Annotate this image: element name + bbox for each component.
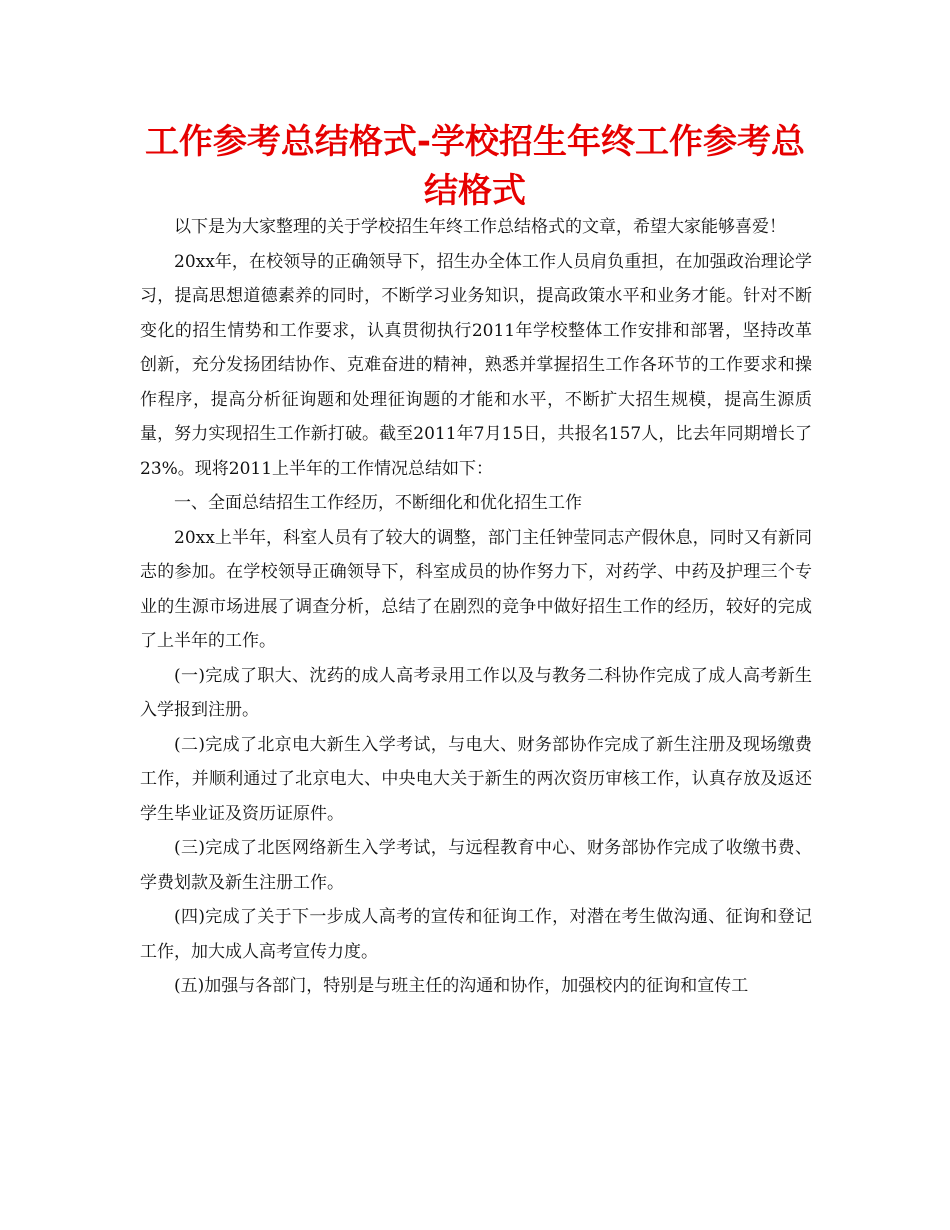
paragraph-first-half: 20xx上半年，科室人员有了较大的调整，部门主任钟莹同志产假休息，同时又有新同志的参加。在学校领导正确领导下，科室成员的协作努力下，对药学、中药及护理三个专业的生源市场进展了调查分析，总结了在剧烈的竞争中做好招生工作的经历，较好的完成了上半年的工作。 bbox=[140, 527, 812, 651]
paragraph-overview: 20xx年，在校领导的正确领导下，招生办全体工作人员肩负重担，在加强政治理论学习，提高思想道德素养的同时，不断学习业务知识，提高政策水平和业务才能。针对不断变化的招生情势和工作要求，认真贯彻执行2011年学校整体工作安排和部署，坚持改革创新，充分发扬团结协作、克难奋进的精神，熟悉并掌握招生工作各环节的工作要求和操作程序，提高分析征询题和处理征询题的才能和水平，不断扩大招生规模，提高生源质量，努力实现招生工作新打破。截至2011年7月15日，共报名157人，比去年同期增长了23%。现将2011上半年的工作情况总结如下： bbox=[140, 251, 812, 479]
document-title: 工作参考总结格式-学校招生年终工作参考总结格式 bbox=[144, 122, 806, 211]
list-item-4: (四)完成了关于下一步成人高考的宣传和征询工作，对潜在考生做沟通、征询和登记工作，加大成人高考宣传力度。 bbox=[140, 907, 812, 962]
paragraph-intro: 以下是为大家整理的关于学校招生年终工作总结格式的文章，希望大家能够喜爱！ bbox=[174, 217, 786, 237]
section-heading-1: 一、全面总结招生工作经历，不断细化和优化招生工作 bbox=[174, 493, 582, 513]
list-item-1: (一)完成了职大、沈药的成人高考录用工作以及与教务二科协作完成了成人高考新生入学报到注册。 bbox=[140, 665, 812, 720]
list-item-3: (三)完成了北医网络新生入学考试，与远程教育中心、财务部协作完成了收缴书费、学费划款及新生注册工作。 bbox=[140, 838, 812, 893]
document-body bbox=[140, 210, 812, 1004]
list-item-5: (五)加强与各部门，特别是与班主任的沟通和协作，加强校内的征询和宣传工 bbox=[174, 976, 749, 996]
list-item-2: (二)完成了北京电大新生入学考试，与电大、财务部协作完成了新生注册及现场缴费工作，并顺利通过了北京电大、中央电大关于新生的两次资历审核工作，认真存放及返还学生毕业证及资历证原件。 bbox=[140, 734, 812, 824]
